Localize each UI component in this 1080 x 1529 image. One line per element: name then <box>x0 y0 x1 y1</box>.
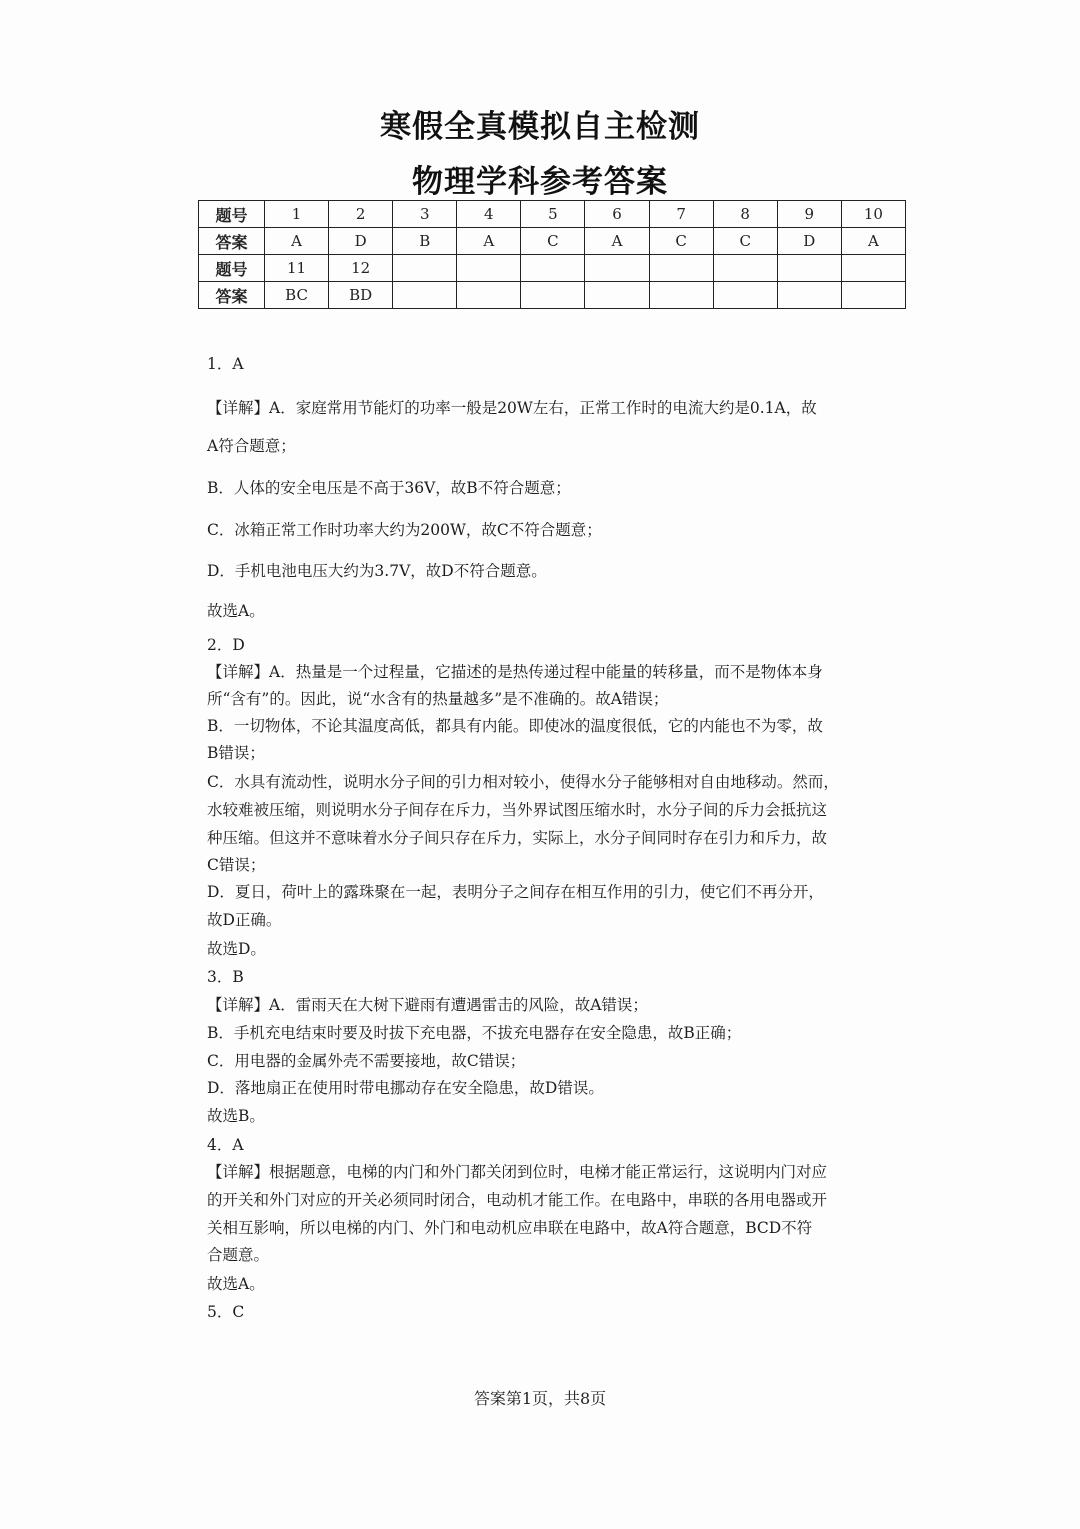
table-cell: C <box>649 228 713 255</box>
table-row-header: 题号 <box>199 255 265 282</box>
text-line: A符合题意； <box>207 437 296 455</box>
question-number-row <box>199 201 906 228</box>
text-line: C．冰箱正常工作时功率大约为200W，故C不符合题意； <box>207 521 602 539</box>
table-cell: BD <box>329 282 393 309</box>
text-line: 故选B。 <box>207 1107 265 1125</box>
answer-row <box>199 282 906 309</box>
table-cell <box>585 282 649 309</box>
text-line: C．用电器的金属外壳不需要接地，故C错误； <box>207 1052 526 1070</box>
text-line: 关相互影响，所以电梯的内门、外门和电动机应串联在电路中，故A符合题意，BCD不符 <box>207 1219 813 1237</box>
table-cell <box>777 255 841 282</box>
table-cell <box>713 282 777 309</box>
table-cell <box>521 255 585 282</box>
page-title: 寒假全真模拟自主检测 <box>380 109 700 145</box>
table-cell <box>393 255 457 282</box>
text-line: 的开关和外门对应的开关必须同时闭合，电动机才能工作。在电路中，串联的各用电器或开 <box>207 1191 828 1209</box>
table-cell: BC <box>265 282 329 309</box>
table-cell: 10 <box>841 201 905 228</box>
table-cell <box>649 255 713 282</box>
text-line: 【详解】A．家庭常用节能灯的功率一般是20W左右，正常工作时的电流大约是0.1A，故 <box>207 399 817 417</box>
text-line: 种压缩。但这并不意味着水分子间只存在斥力，实际上，水分子间同时存在引力和斥力，故 <box>207 829 828 847</box>
table-cell: C <box>521 228 585 255</box>
table-cell: 9 <box>777 201 841 228</box>
text-line: 3．B <box>207 968 244 986</box>
text-line: 故选A。 <box>207 602 265 620</box>
text-line: 1．A <box>207 355 244 373</box>
table-cell: D <box>329 228 393 255</box>
text-line: 2．D <box>207 636 245 654</box>
table-cell <box>521 282 585 309</box>
table-cell <box>585 255 649 282</box>
table-cell: 1 <box>265 201 329 228</box>
table-cell: D <box>777 228 841 255</box>
text-line: B．一切物体，不论其温度高低，都具有内能。即使冰的温度很低，它的内能也不为零，故 <box>207 717 823 735</box>
answer-row <box>199 228 906 255</box>
text-line: D．夏日，荷叶上的露珠聚在一起，表明分子之间存在相互作用的引力，使它们不再分开， <box>207 883 824 901</box>
text-line: 水较难被压缩，则说明水分子间存在斥力，当外界试图压缩水时，水分子间的斥力会抵抗这 <box>207 801 828 819</box>
text-line: D．手机电池电压大约为3.7V，故D不符合题意。 <box>207 562 547 580</box>
table-cell <box>713 255 777 282</box>
table-cell <box>457 282 521 309</box>
table-cell <box>841 282 905 309</box>
table-cell: 5 <box>521 201 585 228</box>
text-line: C．水具有流动性，说明水分子间的引力相对较小，使得水分子能够相对自由地移动。然而， <box>207 773 839 791</box>
text-line: B．人体的安全电压是不高于36V，故B不符合题意； <box>207 479 571 497</box>
table-cell: 6 <box>585 201 649 228</box>
table-cell: A <box>457 228 521 255</box>
table-cell: 2 <box>329 201 393 228</box>
table-cell: 4 <box>457 201 521 228</box>
text-line: D．落地扇正在使用时带电挪动存在安全隐患，故D错误。 <box>207 1079 604 1097</box>
text-line: 故D正确。 <box>207 911 282 929</box>
text-line: 【详解】根据题意，电梯的内门和外门都关闭到位时，电梯才能正常运行，这说明内门对应 <box>207 1163 828 1181</box>
table-cell <box>393 282 457 309</box>
text-line: B错误； <box>207 744 265 762</box>
text-line: B．手机充电结束时要及时拔下充电器，不拔充电器存在安全隐患，故B正确； <box>207 1024 742 1042</box>
table-row-header: 答案 <box>199 228 265 255</box>
text-line: 5．C <box>207 1303 245 1321</box>
page-footer: 答案第1页，共8页 <box>473 1389 607 1408</box>
table-cell <box>841 255 905 282</box>
table-cell: A <box>265 228 329 255</box>
table-cell <box>777 282 841 309</box>
text-line: 【详解】A．雷雨天在大树下避雨有遭遇雷击的风险，故A错误； <box>207 996 648 1014</box>
text-line: 所“含有”的。因此，说“水含有的热量越多”是不准确的。故A错误； <box>207 690 669 708</box>
table-row-header: 题号 <box>199 201 265 228</box>
text-line: C错误； <box>207 856 266 874</box>
table-cell: 3 <box>393 201 457 228</box>
table-cell: 12 <box>329 255 393 282</box>
answer-table <box>198 200 906 309</box>
table-cell: C <box>713 228 777 255</box>
text-line: 合题意。 <box>207 1246 270 1264</box>
table-cell <box>649 282 713 309</box>
text-line: 故选A。 <box>207 1275 265 1293</box>
table-cell: B <box>393 228 457 255</box>
table-cell: A <box>841 228 905 255</box>
table-cell <box>457 255 521 282</box>
table-cell: 7 <box>649 201 713 228</box>
table-row-header: 答案 <box>199 282 265 309</box>
text-line: 故选D。 <box>207 940 266 958</box>
table-cell: 11 <box>265 255 329 282</box>
table-cell: 8 <box>713 201 777 228</box>
page-subtitle: 物理学科参考答案 <box>412 164 668 200</box>
table-cell: A <box>585 228 649 255</box>
question-number-row <box>199 255 906 282</box>
text-line: 【详解】A．热量是一个过程量，它描述的是热传递过程中能量的转移量，而不是物体本身 <box>207 663 823 681</box>
text-line: 4．A <box>207 1136 244 1154</box>
